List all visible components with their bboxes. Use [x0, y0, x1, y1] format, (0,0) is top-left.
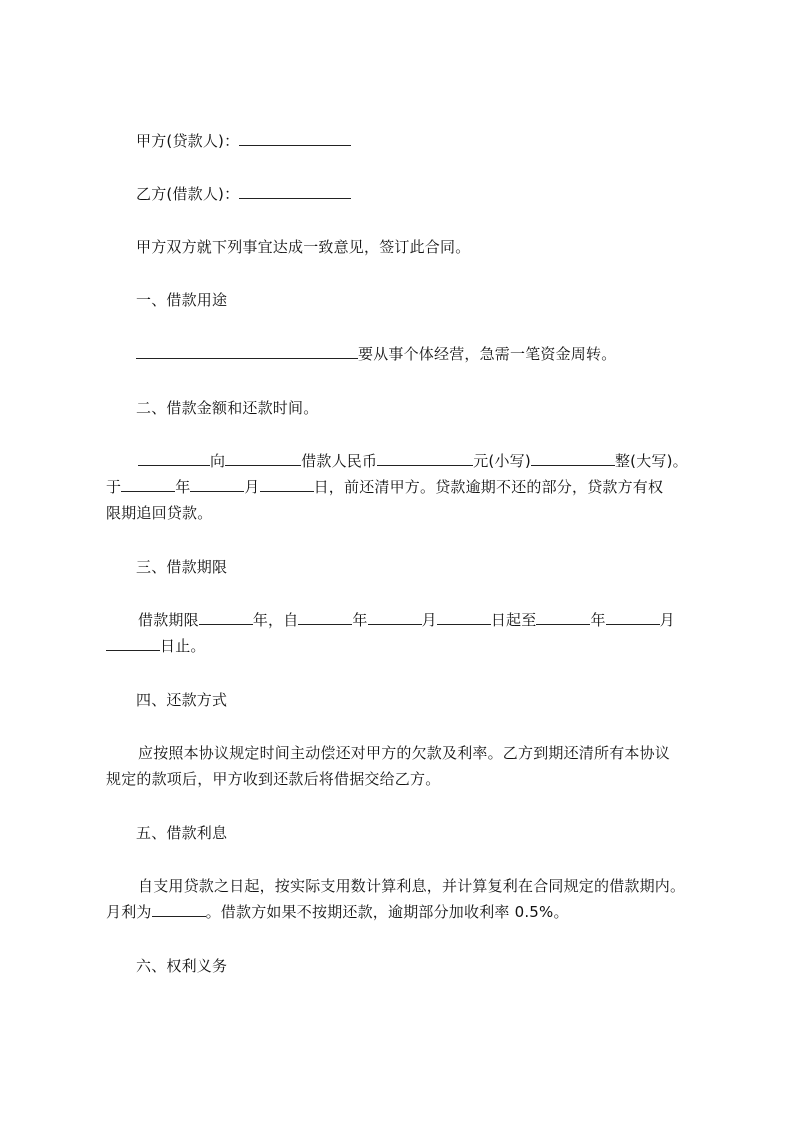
section-4-line-2: 规定的款项后，甲方收到还款后将借据交给乙方。: [106, 770, 441, 788]
party-a-blank[interactable]: [239, 132, 351, 146]
monthly-rate-blank[interactable]: [152, 903, 206, 917]
s2-text-8: 日，前还清甲方。贷款逾期不还的部分，贷款方有权: [313, 478, 664, 496]
section-3-line-1: [138, 610, 675, 630]
repay-day-blank[interactable]: [260, 478, 314, 492]
section-5-line-2: [106, 902, 569, 922]
section-2-line-3: 限期追回贷款。: [106, 504, 213, 522]
intro-text: 甲方双方就下列事宜达成一致意见，签订此合同。: [136, 238, 471, 256]
s5-text-1: 月利为: [106, 903, 152, 921]
s3-text-6: 年: [590, 611, 606, 629]
amount-words-blank[interactable]: [531, 452, 615, 466]
end-month-blank[interactable]: [606, 611, 660, 625]
section-1-heading: 一、借款用途: [136, 291, 228, 309]
section-2-heading: 二、借款金额和还款时间。: [136, 399, 319, 417]
s2-text-4: 整(大写)。: [614, 452, 688, 470]
s2-text-6: 年: [175, 478, 191, 496]
party-a-line: [136, 131, 351, 151]
repay-month-blank[interactable]: [190, 478, 244, 492]
start-month-blank[interactable]: [368, 611, 422, 625]
s2-text-5: 于: [106, 478, 122, 496]
party-b-label: 乙方(借款人)：: [136, 185, 240, 203]
s5-text-2: 。借款方如果不按期还款，逾期部分加收利率 0.5%。: [205, 903, 569, 921]
section-6-heading: 六、权利义务: [136, 957, 228, 975]
s2-text-7: 月: [244, 478, 260, 496]
s3-text-5: 日起至: [490, 611, 537, 629]
borrower-blank[interactable]: [225, 452, 301, 466]
s2-text-3: 元(小写): [473, 452, 531, 470]
lender-blank[interactable]: [138, 452, 210, 466]
s3-text-1: 借款期限: [138, 611, 199, 629]
section-2-line-2: [106, 477, 663, 497]
section-5-line-1: 自支用贷款之日起，按实际支用数计算利息，并计算复利在合同规定的借款期内。: [138, 877, 686, 895]
section-4-heading: 四、还款方式: [136, 691, 228, 709]
s2-text-1: 向: [210, 452, 226, 470]
party-a-label: 甲方(贷款人)：: [136, 132, 240, 150]
party-b-line: [136, 184, 351, 204]
end-year-blank[interactable]: [536, 611, 590, 625]
s2-text-2: 借款人民币: [301, 452, 378, 470]
purpose-blank[interactable]: [136, 345, 358, 359]
end-day-blank[interactable]: [106, 637, 160, 651]
section-3-heading: 三、借款期限: [136, 558, 228, 576]
section-4-line-1: 应按照本协议规定时间主动偿还对甲方的欠款及利率。乙方到期还清所有本协议: [138, 744, 671, 762]
party-b-blank[interactable]: [239, 185, 351, 199]
repay-year-blank[interactable]: [121, 478, 175, 492]
section-3-line-2: [106, 636, 206, 656]
s3-text-3: 年: [352, 611, 368, 629]
s3-text-4: 月: [421, 611, 437, 629]
s3-text-2: 年，自: [252, 611, 299, 629]
amount-number-blank[interactable]: [377, 452, 473, 466]
section-1-body: [136, 344, 616, 364]
term-years-blank[interactable]: [199, 611, 253, 625]
section-5-heading: 五、借款利息: [136, 824, 228, 842]
purpose-text: 要从事个体经营，急需一笔资金周转。: [358, 345, 617, 363]
s3-text-8: 日止。: [160, 637, 206, 655]
start-year-blank[interactable]: [298, 611, 352, 625]
s3-text-7: 月: [659, 611, 675, 629]
section-2-line-1: [138, 451, 688, 471]
start-day-blank[interactable]: [437, 611, 491, 625]
